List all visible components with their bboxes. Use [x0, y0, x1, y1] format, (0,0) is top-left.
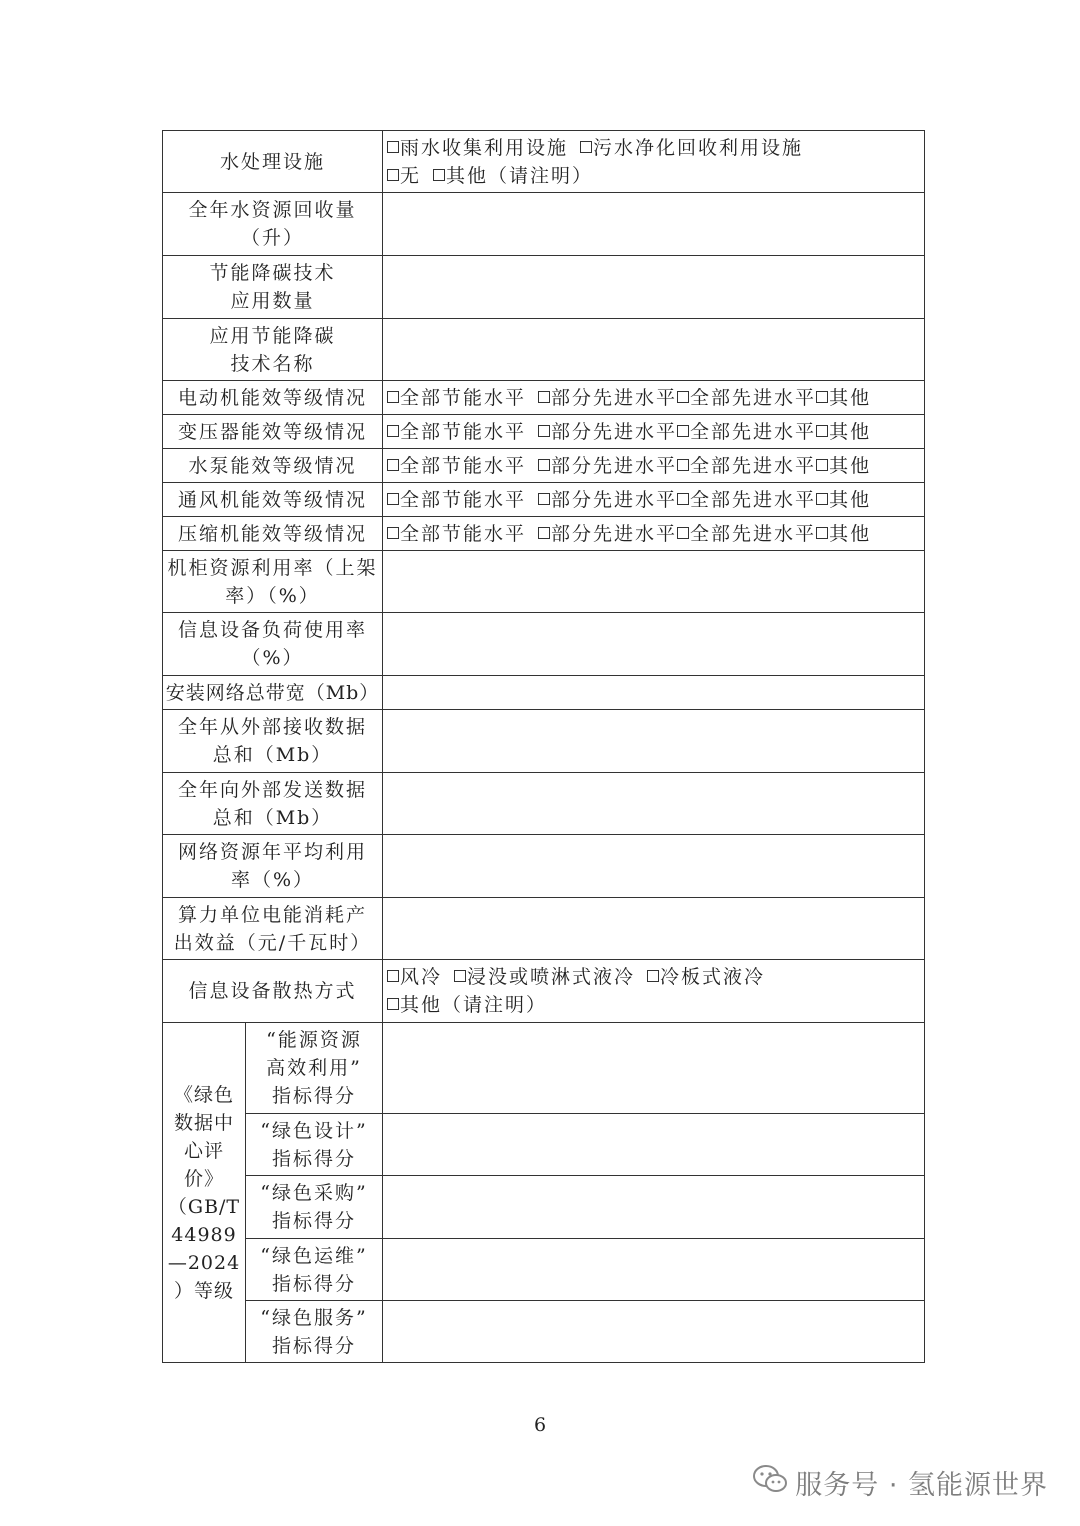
- table-row: [163, 517, 925, 551]
- checkbox-option[interactable]: 全部节能水平: [387, 387, 526, 409]
- checkbox-icon[interactable]: [387, 970, 399, 982]
- value-field[interactable]: [383, 319, 925, 381]
- row-label: 通风机能效等级情况: [163, 483, 383, 517]
- table-row: [163, 898, 925, 960]
- checkbox-option[interactable]: 冷板式液冷: [647, 966, 765, 988]
- row-label: 节能降碳技术 应用数量: [163, 256, 383, 319]
- table-row: [163, 1114, 925, 1176]
- checkbox-icon[interactable]: [387, 141, 399, 153]
- form-table: [162, 130, 925, 1363]
- value-field[interactable]: [383, 256, 925, 319]
- table-row: [163, 1023, 925, 1114]
- value-field[interactable]: [383, 898, 925, 960]
- table-row: [163, 131, 925, 193]
- row-options: [383, 449, 925, 483]
- checkbox-option[interactable]: 部分先进水平: [538, 421, 677, 443]
- checkbox-icon[interactable]: [677, 425, 689, 437]
- row-label: 算力单位电能消耗产 出效益（元/千瓦时）: [163, 898, 383, 960]
- checkbox-option[interactable]: 其他: [816, 523, 871, 545]
- checkbox-icon[interactable]: [816, 493, 828, 505]
- value-field[interactable]: [383, 835, 925, 898]
- checkbox-option[interactable]: 污水净化回收利用设施: [580, 137, 803, 159]
- checkbox-option[interactable]: 其他（请注明）: [433, 165, 593, 187]
- checkbox-icon[interactable]: [580, 141, 592, 153]
- checkbox-icon[interactable]: [538, 459, 550, 471]
- table-row: [163, 381, 925, 415]
- checkbox-icon[interactable]: [538, 527, 550, 539]
- checkbox-icon[interactable]: [677, 527, 689, 539]
- checkbox-option[interactable]: 全部先进水平: [677, 421, 816, 443]
- table-row: [163, 319, 925, 381]
- checkbox-option[interactable]: 其他: [816, 387, 871, 409]
- row-label: 变压器能效等级情况: [163, 415, 383, 449]
- checkbox-icon[interactable]: [647, 970, 659, 982]
- row-label: 水泵能效等级情况: [163, 449, 383, 483]
- value-field[interactable]: [383, 1023, 925, 1114]
- row-label: 应用节能降碳 技术名称: [163, 319, 383, 381]
- table-row: [163, 483, 925, 517]
- row-options: [383, 415, 925, 449]
- value-field[interactable]: [383, 613, 925, 676]
- sub-label: “绿色设计” 指标得分: [246, 1114, 383, 1176]
- checkbox-icon[interactable]: [538, 425, 550, 437]
- checkbox-option[interactable]: 全部先进水平: [677, 455, 816, 477]
- checkbox-icon[interactable]: [387, 425, 399, 437]
- wechat-logo-icon: [753, 1465, 787, 1500]
- checkbox-option[interactable]: 全部先进水平: [677, 523, 816, 545]
- option-line: [387, 134, 920, 162]
- checkbox-option[interactable]: 其他: [816, 489, 871, 511]
- table-row: [163, 676, 925, 710]
- group-label: 《绿色 数据中 心评 价》 （GB/T 44989 —2024 ）等级: [163, 1023, 246, 1363]
- row-options: [383, 381, 925, 415]
- option-line: [387, 963, 920, 991]
- row-label: 全年水资源回收量 （升）: [163, 193, 383, 256]
- row-options: [383, 960, 925, 1023]
- value-field[interactable]: [383, 1114, 925, 1176]
- table-row: [163, 449, 925, 483]
- checkbox-icon[interactable]: [538, 391, 550, 403]
- table-row: [163, 193, 925, 256]
- option-line: [387, 991, 920, 1019]
- checkbox-option[interactable]: 部分先进水平: [538, 455, 677, 477]
- checkbox-option[interactable]: 全部先进水平: [677, 489, 816, 511]
- sub-label: “绿色采购” 指标得分: [246, 1176, 383, 1239]
- row-label: 机柜资源利用率（上架 率）（%）: [163, 551, 383, 613]
- row-options: [383, 483, 925, 517]
- checkbox-icon[interactable]: [677, 493, 689, 505]
- table-row: [163, 613, 925, 676]
- table-row: [163, 1176, 925, 1239]
- checkbox-icon[interactable]: [816, 391, 828, 403]
- row-label: 信息设备负荷使用率 （%）: [163, 613, 383, 676]
- value-field[interactable]: [383, 710, 925, 773]
- table-row: [163, 256, 925, 319]
- checkbox-option[interactable]: 部分先进水平: [538, 523, 677, 545]
- checkbox-icon[interactable]: [677, 391, 689, 403]
- checkbox-option[interactable]: 全部先进水平: [677, 387, 816, 409]
- watermark: [753, 1463, 1048, 1502]
- checkbox-option[interactable]: 浸没或喷淋式液冷: [454, 966, 635, 988]
- checkbox-icon[interactable]: [816, 527, 828, 539]
- row-label: 信息设备散热方式: [163, 960, 383, 1023]
- value-field[interactable]: [383, 551, 925, 613]
- checkbox-option[interactable]: 无: [387, 165, 421, 187]
- sub-label: “绿色服务” 指标得分: [246, 1301, 383, 1363]
- value-field[interactable]: [383, 773, 925, 835]
- checkbox-option[interactable]: 其他: [816, 455, 871, 477]
- checkbox-icon[interactable]: [454, 970, 466, 982]
- checkbox-icon[interactable]: [816, 459, 828, 471]
- checkbox-option[interactable]: 雨水收集利用设施: [387, 137, 568, 159]
- sub-label: “绿色运维” 指标得分: [246, 1239, 383, 1301]
- checkbox-icon[interactable]: [387, 459, 399, 471]
- checkbox-icon[interactable]: [387, 391, 399, 403]
- table-row: [163, 960, 925, 1023]
- row-label: 安装网络总带宽（Mb）: [163, 676, 383, 710]
- table-row: [163, 1239, 925, 1301]
- watermark-text: 服务号 · 氢能源世界: [795, 1470, 1048, 1501]
- checkbox-option[interactable]: 全部节能水平: [387, 489, 526, 511]
- row-label: 压缩机能效等级情况: [163, 517, 383, 551]
- checkbox-option[interactable]: 部分先进水平: [538, 489, 677, 511]
- table-row: [163, 773, 925, 835]
- row-label: 水处理设施: [163, 131, 383, 193]
- checkbox-icon[interactable]: [387, 527, 399, 539]
- row-label: 全年向外部发送数据 总和（Mb）: [163, 773, 383, 835]
- checkbox-option[interactable]: 全部节能水平: [387, 421, 526, 443]
- checkbox-option[interactable]: 风冷: [387, 966, 442, 988]
- checkbox-icon[interactable]: [433, 169, 445, 181]
- value-field[interactable]: [383, 1301, 925, 1363]
- table-row: [163, 551, 925, 613]
- checkbox-option[interactable]: 其他（请注明）: [387, 994, 547, 1016]
- table-row: [163, 835, 925, 898]
- checkbox-icon[interactable]: [387, 169, 399, 181]
- row-options: [383, 517, 925, 551]
- row-label: 网络资源年平均利用 率（%）: [163, 835, 383, 898]
- checkbox-icon[interactable]: [387, 998, 399, 1010]
- value-field[interactable]: [383, 1239, 925, 1301]
- checkbox-icon[interactable]: [677, 459, 689, 471]
- option-line: [387, 162, 920, 190]
- value-field[interactable]: [383, 1176, 925, 1239]
- checkbox-icon[interactable]: [538, 493, 550, 505]
- checkbox-icon[interactable]: [816, 425, 828, 437]
- checkbox-option[interactable]: 全部节能水平: [387, 455, 526, 477]
- row-label: 全年从外部接收数据 总和（Mb）: [163, 710, 383, 773]
- value-field[interactable]: [383, 193, 925, 256]
- checkbox-option[interactable]: 部分先进水平: [538, 387, 677, 409]
- checkbox-option[interactable]: 其他: [816, 421, 871, 443]
- table-row: [163, 1301, 925, 1363]
- sub-label: “能源资源 高效利用” 指标得分: [246, 1023, 383, 1114]
- row-options: [383, 131, 925, 193]
- checkbox-option[interactable]: 全部节能水平: [387, 523, 526, 545]
- checkbox-icon[interactable]: [387, 493, 399, 505]
- row-label: 电动机能效等级情况: [163, 381, 383, 415]
- table-row: [163, 415, 925, 449]
- table-row: [163, 710, 925, 773]
- value-field[interactable]: [383, 676, 925, 710]
- page-number: 6: [533, 1414, 547, 1436]
